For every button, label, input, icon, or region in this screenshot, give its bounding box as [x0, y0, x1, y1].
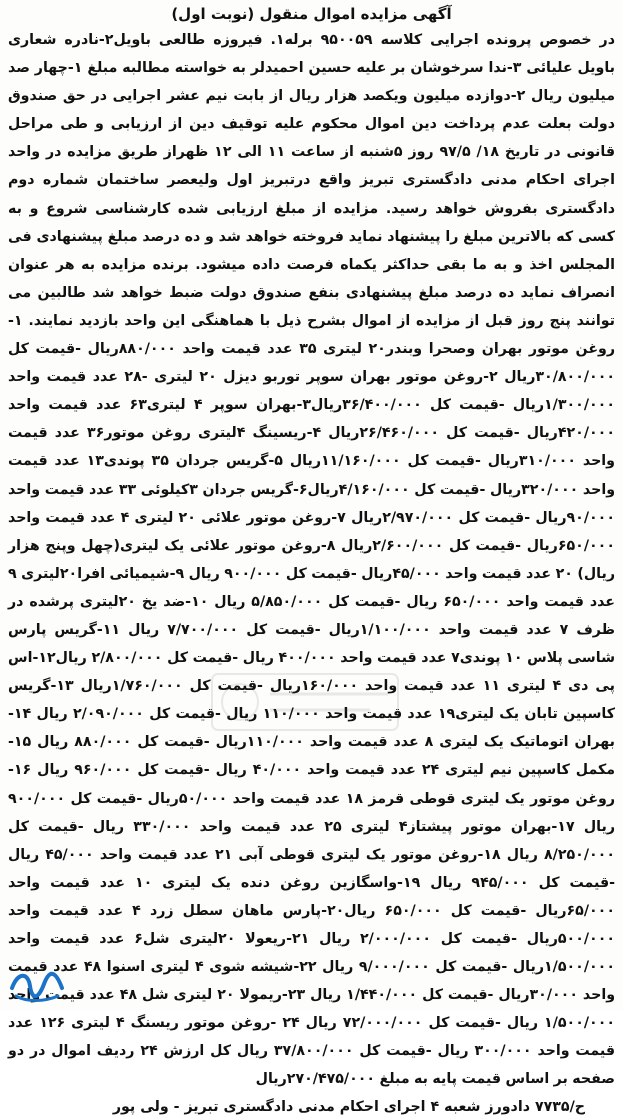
handwritten-stamp-icon	[8, 966, 66, 1006]
watermark-logo	[210, 672, 400, 732]
notice-signature: ح/۷۷۳۵ دادورز شعبه ۴ اجرای احکام مدنی دادگستری تبریز - ولی پور	[112, 1098, 585, 1115]
notice-body: در خصوص پرونده اجرایی کلاسه ۹۵۰۰۵۹ برله۱. فیروزه طالعی باویل۲-نادره شعاری باویل علیائی ۳-ندا سرخوشان بر علیه حسین احمیدلر به خواسته مطالبه مبلغ ۱-چهار صد میلیون ریال ۲-دوازده میلیون ویکصد هزار ریال از بابت نیم عشر اجرایی در حق صندوق دولت بعلت عدم پرداخت دین اموال محکوم علیه توقیف دین از ارزیابی و طی مراحل قانونی در تاریخ ۱۸/ ۹۷/۵ روز ۵شنبه از ساعت ۱۱ الی ۱۲ ظهراز طریق مزایده در واحد اجرای احکام مدنی دادگستری تبریز واقع درتبریز اول ولیعصر ساختمان شماره دوم دادگستری بفروش خواهد رسید. مزایده از مبلغ ارزیابی شده کارشناسی شروع و به کسی که بالاترین مبلغ را پیشنهاد نماید فروخته خواهد شد و ده درصد مبلغ پیشنهادی فی المجلس اخذ و به ما بقی حداکثر یکماه فرصت داده میشود. برنده مزایده به هر عنوان انصراف نماید ده درصد مبلغ پیشنهادی بنفع صندوق دولت ضبط خواهد شد طالبین می توانند پنج روز قبل از مزایده از اموال بشرح ذیل با هماهنگی این واحد بازدید نمایند. ۱-روغن موتور بهران وصحرا وبندر۲۰ لیتری ۳۵ عدد قیمت واحد ۸۸۰/۰۰۰ریال -قیمت کل ۳۰/۸۰۰/۰۰۰ریال ۲-روغن موتور بهران سوپر توربو دیزل ۲۰ لیتری -۲۸ عدد قیمت واحد ۱/۳۰۰/۰۰۰ریال -قیمت کل ۳۶/۴۰۰/۰۰۰ریال۳-بهران سوپر ۴ لیتری۶۳ عدد قیمت واحد ۴۲۰/۰۰۰ریال -قیمت کل ۲۶/۴۶۰/۰۰۰ریال ۴-ریسینگ ۴لیتری روغن موتور۳۶ عدد قیمت واحد ۳۱۰/۰۰۰ریال -قیمت کل ۱۱/۱۶۰/۰۰۰ریال ۵-گریس جردان ۳۵ پوندی۱۳ عدد قیمت واحد ۳۲۰/۰۰۰ریال -قیمت کل ۴/۱۶۰/۰۰۰ریال۶-گریس جردان ۳کیلوئی ۳۳ عدد قیمت واحد ۹۰/۰۰۰ریال -قیمت کل ۲/۹۷۰/۰۰۰ریال ۷-روغن موتور علائی ۲۰ لیتری ۴ عدد قیمت واحد ۶۵۰/۰۰۰ریال -قیمت کل ۲/۶۰۰/۰۰۰ریال ۸-روغن موتور علائی یک لیتری(چهل وپنج هزار ریال) ۲۰ عدد قیمت واحد ۴۵/۰۰۰ریال -قیمت کل ۹۰۰/۰۰۰ ریال ۹-شیمیائی افرا۲۰لیتری ۹ عدد قیمت واحد ۶۵۰/۰۰۰ ریال -قیمت کل ۵/۸۵۰/۰۰۰ ریال ۱۰-ضد یخ ۲۰لیتری پرشده در ظرف ۷ عدد قیمت واحد ۱/۱۰۰/۰۰۰ریال -قیمت کل ۷/۷۰۰/۰۰۰ ریال ۱۱-گریس پارس شاسی پلاس ۱۰ پوندی۷ عدد قیمت واحد ۴۰۰/۰۰۰ ریال -قیمت کل ۲/۸۰۰/۰۰۰ ریال۱۲-اس پی دی ۴ لیتری ۱۱ عدد قیمت واحد ۱۶۰/۰۰۰ریال -قیمت کل ۱/۷۶۰/۰۰۰ریال ۱۳-گریس کاسپین تابان یک لیتری۱۹ عدد قیمت واحد ۱۱۰/۰۰۰ ریال -قیمت کل ۲/۰۹۰/۰۰۰ ریال ۱۴-بهران اتوماتیک یک لیتری ۸ عدد قیمت واحد ۱۱۰/۰۰۰ریال -قیمت کل ۸۸۰/۰۰۰ ریال ۱۵-مکمل کاسپین نیم لیتری ۲۴ عدد قیمت واحد ۴۰/۰۰۰ ریال -قیمت کل ۹۶۰/۰۰۰ ریال ۱۶-روغن موتور یک لیتری قوطی قرمز ۱۸ عدد قیمت واحد ۵۰/۰۰۰ریال -قیمت کل ۹۰۰/۰۰۰ ریال ۱۷-بهران موتور پیشتاز۴ لیتری ۲۵ عدد قیمت واحد ۳۳۰/۰۰۰ ریال -قیمت کل ۸/۲۵۰/۰۰۰ ریال ۱۸-روغن موتور یک لیتری قوطی آبی ۲۱ عدد قیمت واحد ۴۵/۰۰۰ ریال -قیمت کل ۹۴۵/۰۰۰ ریال ۱۹-واسگازین روغن دنده یک لیتری ۱۰ عدد قیمت واحد ۶۵/۰۰۰ریال -قیمت کل ۶۵۰/۰۰۰ ریال۲۰-پارس ماهان سطل زرد ۴ عدد قیمت واحد ۵۰۰/۰۰۰ریال -قیمت کل ۲/۰۰۰/۰۰۰ ریال ۲۱-ریعولا ۲۰لیتری شل۶ عدد قیمت واحد ۱/۵۰۰/۰۰۰ریال -قیمت کل ۹/۰۰۰/۰۰۰ ریال ۲۲-شیشه شوی ۴ لیتری اسنوا ۴۸ عدد قیمت واحد ۳۰/۰۰۰ریال -قیمت کل ۱/۴۴۰/۰۰۰ ریال ۲۳-ریمولا ۲۰ لیتری شل ۴۸ عدد قیمت واحد ۱/۵۰۰/۰۰۰ ریال -قیمت کل ۷۲/۰۰۰/۰۰۰ ریال ۲۴ -روغن موتور ریسنگ ۴ لیتری ۱۲۶ عدد قیمت واحد ۳۰۰/۰۰۰ ریال -قیمت کل ۳۷/۸۰۰/۰۰۰ ریال کل ارزش ۲۴ ردیف اموال در دو صفحه بر اساس قیمت پایه به مبلغ ۲۷۰/۴۷۵/۰۰۰ریال	[8, 32, 616, 1088]
notice-title: آگهی مزایده اموال منقول (نوبت اول)	[171, 5, 452, 23]
